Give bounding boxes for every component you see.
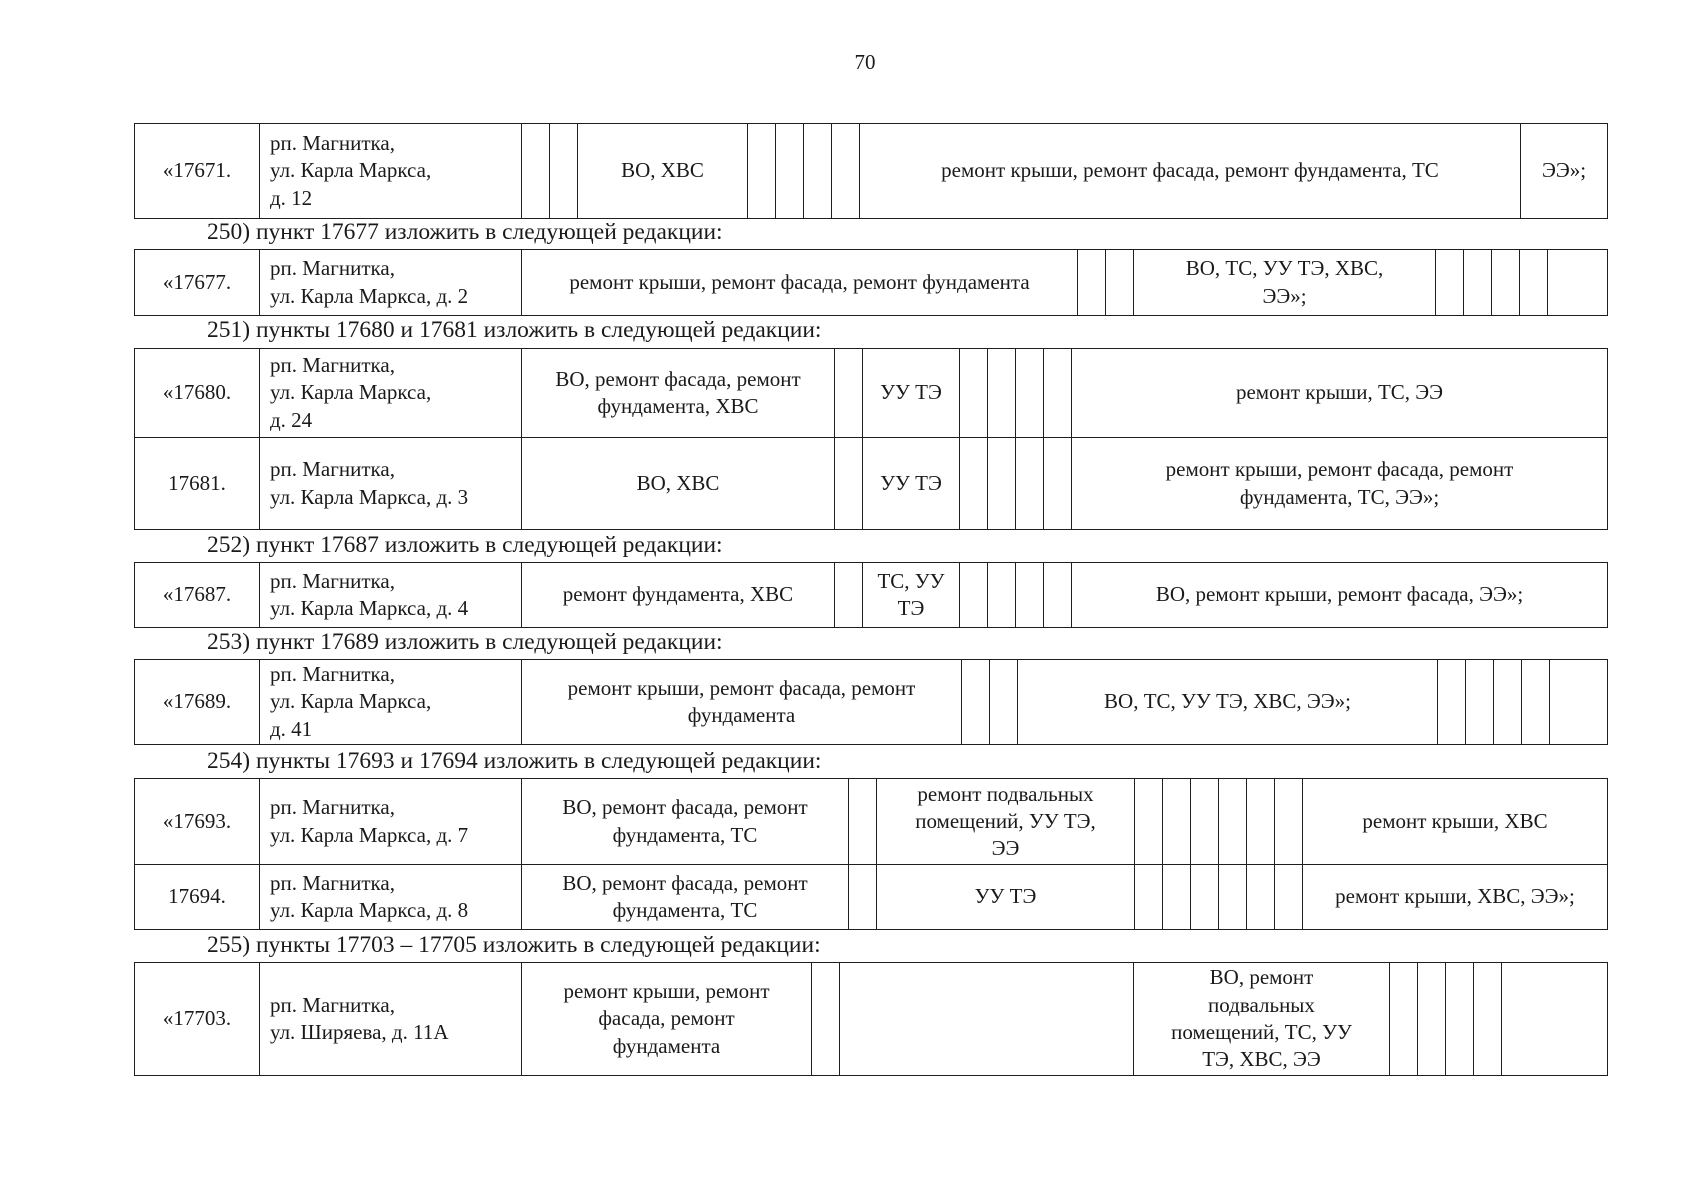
empty-cell (832, 124, 860, 218)
work-cell: ТС, УУ ТЭ (863, 563, 960, 627)
table-row (135, 438, 1607, 529)
empty-cell (1163, 865, 1191, 929)
empty-cell (1438, 660, 1466, 744)
work-cell: ВО, ремонт подвальных помещений, ТС, УУ ТЭ, ХВС, ЭЭ (1134, 963, 1390, 1075)
table-row (135, 124, 1607, 218)
empty-cell (1044, 563, 1072, 627)
work-cell: ВО, ТС, УУ ТЭ, ХВС, ЭЭ»; (1134, 250, 1436, 315)
work-cell: УУ ТЭ (877, 865, 1135, 929)
empty-cell (1494, 660, 1522, 744)
address: рп. Магнитка, ул. Карла Маркса, д. 8 (260, 865, 522, 929)
empty-cell (1548, 250, 1607, 315)
table-row-17671 (134, 123, 1608, 219)
empty-cell (1044, 349, 1072, 437)
amendment-heading: 254) пункты 17693 и 17694 изложить в следующей редакции: (207, 748, 822, 774)
work-cell: ремонт крыши, ХВС, ЭЭ»; (1335, 884, 1575, 909)
table-row-17677 (134, 249, 1608, 316)
empty-cell (1275, 779, 1303, 864)
empty-cell (1502, 963, 1607, 1075)
empty-cell (804, 124, 832, 218)
table-row (135, 779, 1607, 865)
item-number: «17671. (135, 124, 260, 218)
empty-cell (835, 349, 863, 437)
empty-cell (748, 124, 776, 218)
table-rows-17680-17681 (134, 348, 1608, 530)
item-number: «17703. (135, 963, 260, 1075)
empty-cell (1520, 250, 1548, 315)
empty-cell (1550, 660, 1607, 744)
table-row-17703 (134, 962, 1608, 1076)
table-row-17687 (134, 562, 1608, 628)
empty-cell (1464, 250, 1492, 315)
address: рп. Магнитка, ул. Карла Маркса, д. 2 (260, 250, 522, 315)
work-cell: ВО, ТС, УУ ТЭ, ХВС, ЭЭ»; (1018, 660, 1438, 744)
address: рп. Магнитка, ул. Карла Маркса, д. 24 (260, 349, 522, 437)
amendment-heading: 252) пункт 17687 изложить в следующей редакции: (207, 532, 723, 558)
item-number: 17694. (135, 865, 260, 929)
empty-cell (1078, 250, 1106, 315)
empty-cell (962, 660, 990, 744)
work-cell: ремонт крыши, ремонт фасада, ремонт фундамента (522, 963, 812, 1075)
work-cell: ремонт крыши, ТС, ЭЭ (1235, 380, 1444, 405)
empty-cell (960, 438, 988, 529)
work-cell: ВО, ремонт фасада, ремонт фундамента, ТС (522, 779, 849, 864)
address: рп. Магнитка, ул. Карла Маркса, д. 41 (260, 660, 522, 744)
empty-cell (1390, 963, 1418, 1075)
empty-cell (835, 563, 863, 627)
address: рп. Магнитка, ул. Карла Маркса, д. 7 (260, 779, 522, 864)
work-cell: ремонт крыши, ремонт фасада, ремонт фундамента, ТС, ЭЭ»; (1165, 457, 1514, 509)
work-cell: ремонт крыши, ремонт фасада, ремонт фундамента (522, 660, 962, 744)
empty-cell (988, 563, 1016, 627)
page-number: 70 (854, 50, 876, 74)
amendment-heading: 253) пункт 17689 изложить в следующей редакции: (207, 629, 723, 655)
empty-cell (1219, 865, 1247, 929)
empty-cell (1191, 865, 1219, 929)
address: рп. Магнитка, ул. Карла Маркса, д. 12 (260, 124, 522, 218)
work-cell: ремонт фундамента, ХВС (522, 563, 835, 627)
empty-cell (1492, 250, 1520, 315)
amendment-heading: 250) пункт 17677 изложить в следующей редакции: (207, 219, 723, 245)
item-number: «17687. (135, 563, 260, 627)
item-number: «17693. (135, 779, 260, 864)
work-cell: УУ ТЭ (863, 349, 960, 437)
work-cell: ремонт крыши, ремонт фасада, ремонт фундамента (522, 250, 1078, 315)
work-cell: ВО, ремонт фасада, ремонт фундамента, ХВС (522, 349, 835, 437)
empty-cell (1446, 963, 1474, 1075)
table-rows-17693-17694 (134, 778, 1608, 930)
empty-cell (1016, 563, 1044, 627)
work-cell: ЭЭ»; (1541, 158, 1587, 183)
table-row (135, 660, 1607, 744)
empty-cell (1466, 660, 1494, 744)
work-cell: ремонт крыши, ремонт фасада, ремонт фундамента, ТС (860, 124, 1521, 218)
empty-cell (812, 963, 840, 1075)
table-row (135, 349, 1607, 438)
work-cell: ремонт крыши, ХВС (1362, 808, 1548, 833)
work-cell: ВО, ХВС (578, 124, 748, 218)
empty-cell (522, 124, 550, 218)
empty-cell (1247, 865, 1275, 929)
empty-cell (960, 349, 988, 437)
item-number: «17677. (135, 250, 260, 315)
item-number: 17681. (135, 438, 260, 529)
empty-cell (1044, 438, 1072, 529)
empty-cell (849, 779, 877, 864)
work-cell: УУ ТЭ (863, 438, 960, 529)
empty-cell (1275, 865, 1303, 929)
table-row-17689 (134, 659, 1608, 745)
empty-cell (1219, 779, 1247, 864)
work-cell: ремонт подвальных помещений, УУ ТЭ, ЭЭ (877, 779, 1135, 864)
empty-cell (1135, 865, 1163, 929)
empty-cell (835, 438, 863, 529)
empty-cell (1135, 779, 1163, 864)
empty-cell (1106, 250, 1134, 315)
empty-cell (1474, 963, 1502, 1075)
empty-cell (776, 124, 804, 218)
work-cell: ВО, ХВС (522, 438, 835, 529)
amendment-heading: 251) пункты 17680 и 17681 изложить в следующей редакции: (207, 317, 822, 343)
empty-cell (988, 438, 1016, 529)
table-row (135, 865, 1607, 929)
empty-cell (1016, 438, 1044, 529)
work-cell: ВО, ремонт фасада, ремонт фундамента, ТС (522, 865, 849, 929)
table-row (135, 250, 1607, 315)
empty-cell (550, 124, 578, 218)
empty-cell (988, 349, 1016, 437)
item-number: «17680. (135, 349, 260, 437)
empty-cell (1436, 250, 1464, 315)
empty-cell (840, 963, 1134, 1075)
empty-cell (849, 865, 877, 929)
address: рп. Магнитка, ул. Ширяева, д. 11А (260, 963, 522, 1075)
item-number: «17689. (135, 660, 260, 744)
address: рп. Магнитка, ул. Карла Маркса, д. 3 (260, 438, 522, 529)
empty-cell (1016, 349, 1044, 437)
empty-cell (990, 660, 1018, 744)
table-row (135, 963, 1607, 1075)
amendment-heading: 255) пункты 17703 – 17705 изложить в следующей редакции: (207, 932, 821, 958)
table-row (135, 563, 1607, 627)
work-cell: ВО, ремонт крыши, ремонт фасада, ЭЭ»; (1155, 582, 1524, 607)
empty-cell (1247, 779, 1275, 864)
empty-cell (1418, 963, 1446, 1075)
empty-cell (1163, 779, 1191, 864)
empty-cell (1522, 660, 1550, 744)
empty-cell (1191, 779, 1219, 864)
empty-cell (960, 563, 988, 627)
address: рп. Магнитка, ул. Карла Маркса, д. 4 (260, 563, 522, 627)
